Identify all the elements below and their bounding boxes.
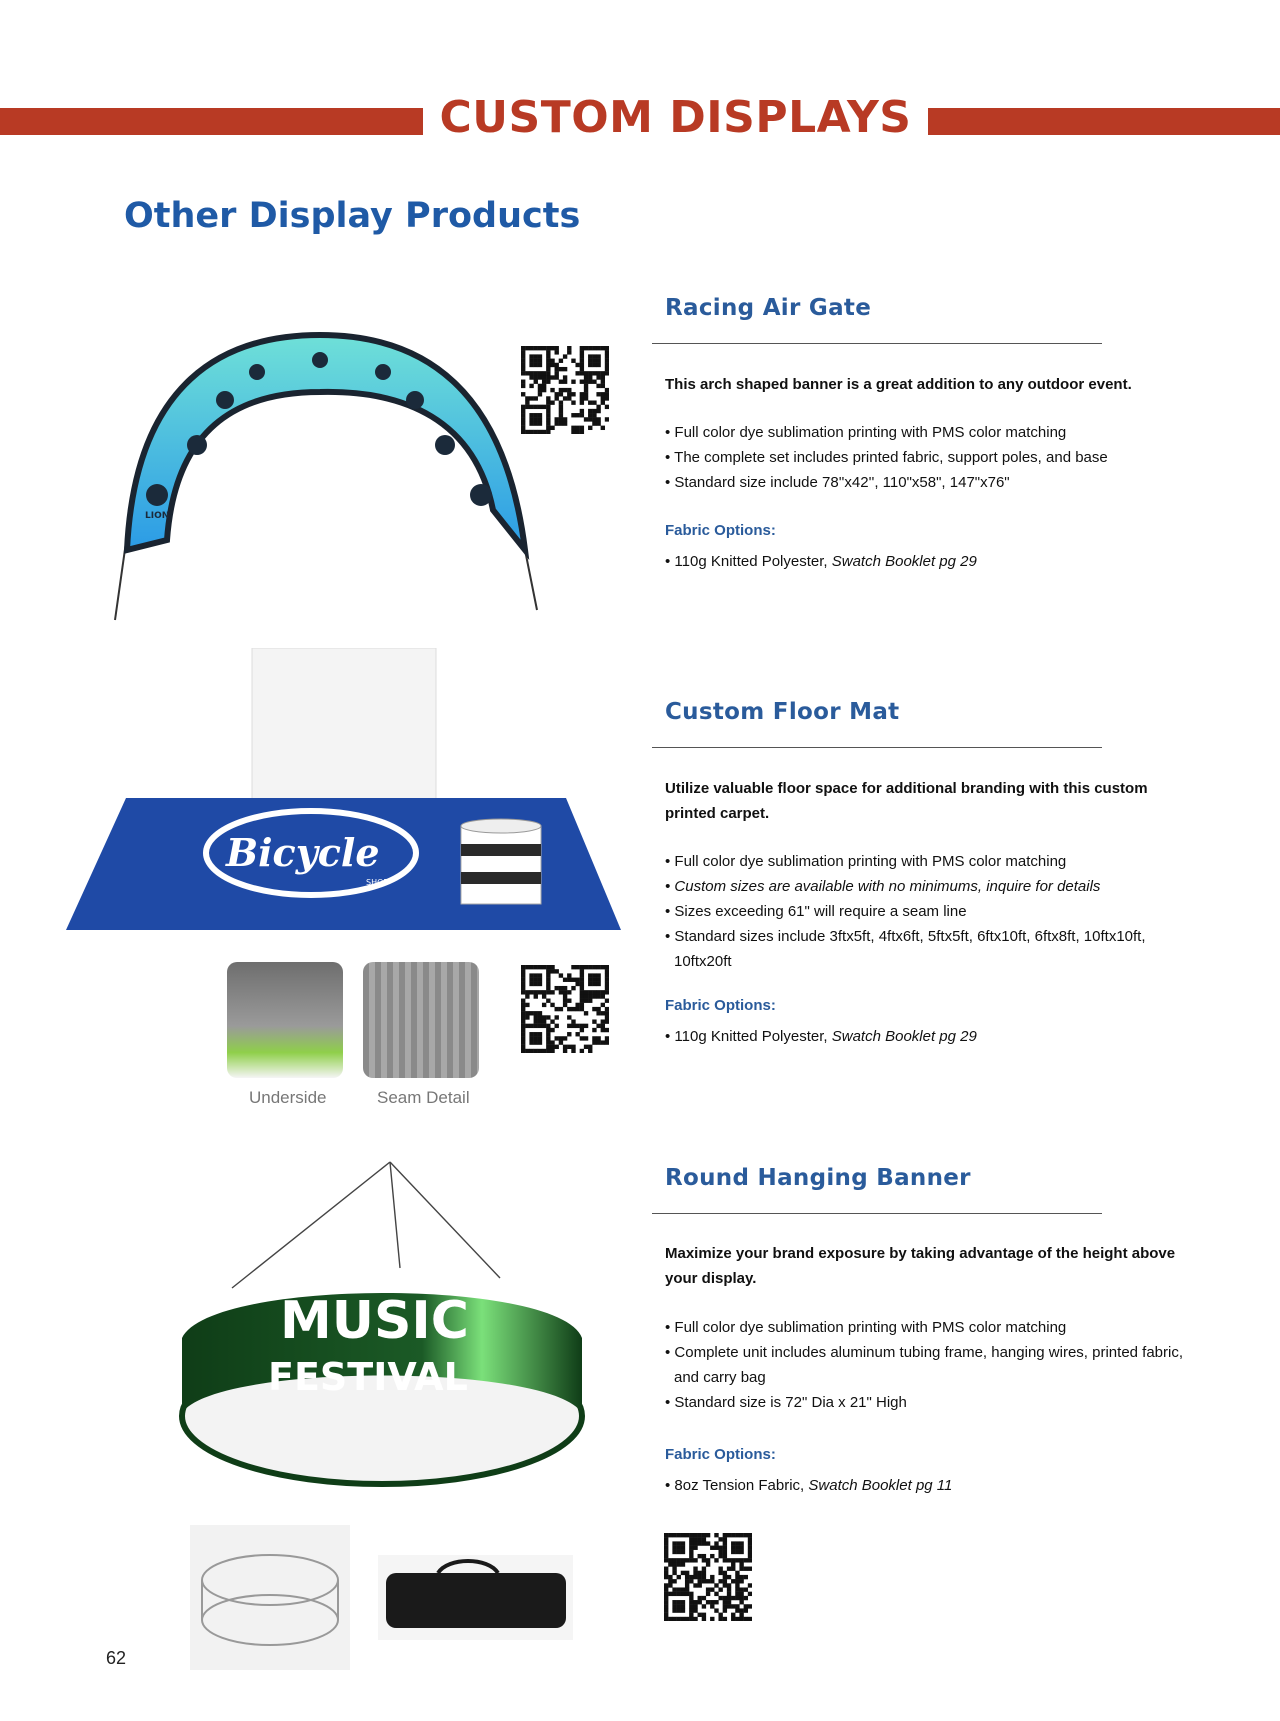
page-number: 62 xyxy=(106,1648,127,1668)
qr-code-floor-mat xyxy=(521,965,609,1053)
fabric-option xyxy=(665,1028,977,1045)
qr-code-air-gate xyxy=(521,346,609,434)
caption-seam-detail: Seam Detail xyxy=(377,1088,470,1107)
banner-text-festival: FESTIVAL xyxy=(268,1355,468,1399)
page-title: CUSTOM DISPLAYS xyxy=(439,92,912,143)
list-item: • Full color dye sublimation printing with PMS color matching xyxy=(665,1315,1185,1340)
fabric-option xyxy=(665,553,977,570)
list-item: • Full color dye sublimation printing with PMS color matching xyxy=(665,849,1185,874)
header-bar-right xyxy=(928,108,1280,135)
fabric-options-label: Fabric Options: xyxy=(665,522,776,539)
swatch-reference: Swatch Booklet pg 11 xyxy=(808,1477,953,1494)
section-title: Other Display Products xyxy=(124,196,581,236)
product-description: This arch shaped banner is a great addition to any outdoor event. xyxy=(665,376,1132,393)
gate-logo-text: LION xyxy=(145,511,170,521)
floor-mat-image xyxy=(66,648,626,933)
product-title-air-gate: Racing Air Gate xyxy=(665,295,872,321)
list-item: • Full color dye sublimation printing with PMS color matching xyxy=(665,420,1185,445)
fabric-options-label: Fabric Options: xyxy=(665,1446,776,1463)
list-item: • The complete set includes printed fabric, support poles, and base xyxy=(665,445,1185,470)
list-item: • Standard size is 72" Dia x 21" High xyxy=(665,1390,1185,1415)
list-item: • Complete unit includes aluminum tubing frame, hanging wires, printed fabric, and carry bag xyxy=(665,1340,1185,1390)
divider xyxy=(652,343,1102,344)
qr-pattern xyxy=(521,965,609,1053)
swatch-reference: Swatch Booklet pg 29 xyxy=(831,1028,977,1045)
round-hanging-banner-image xyxy=(170,1158,590,1490)
swatch-reference: Swatch Booklet pg 29 xyxy=(831,553,977,570)
list-item: • Sizes exceeding 61" will require a seam line xyxy=(665,899,1185,924)
qr-pattern xyxy=(664,1533,752,1621)
mat-logo-subtext: SHOP xyxy=(366,878,389,887)
product-description: Utilize valuable floor space for additional branding with this custom printed carpet. xyxy=(665,780,1148,822)
mat-logo-text: Bicycle xyxy=(226,830,380,875)
feature-list xyxy=(665,420,1185,495)
list-item: • Standard sizes include 3ftx5ft, 4ftx6ft, 5ftx5ft, 6ftx10ft, 6ftx8ft, 10ftx10ft, 10ftx20ft xyxy=(665,924,1185,974)
underside-photo xyxy=(227,962,343,1078)
banner-text-music: MUSIC xyxy=(280,1291,469,1351)
qr-code-round-banner xyxy=(664,1533,752,1621)
product-title-round-banner: Round Hanging Banner xyxy=(665,1165,971,1191)
feature-list xyxy=(665,1315,1185,1415)
frame-photo xyxy=(190,1525,350,1670)
fabric-name: 8oz Tension Fabric, xyxy=(674,1477,809,1494)
list-item: • Standard size include 78''x42'', 110"x58", 147"x76" xyxy=(665,470,1185,495)
divider xyxy=(652,1213,1102,1214)
carry-bag-photo xyxy=(378,1555,573,1640)
product-description: Maximize your brand exposure by taking advantage of the height above your display. xyxy=(665,1245,1176,1287)
header-bar-left xyxy=(0,108,423,135)
caption-underside: Underside xyxy=(249,1088,327,1107)
racing-air-gate-image xyxy=(105,320,545,640)
list-item: • Custom sizes are available with no minimums, inquire for details xyxy=(665,874,1185,899)
fabric-option xyxy=(665,1477,952,1494)
fabric-name: 110g Knitted Polyester, xyxy=(674,553,832,570)
divider xyxy=(652,747,1102,748)
fabric-name: 110g Knitted Polyester, xyxy=(674,1028,832,1045)
feature-list xyxy=(665,849,1185,974)
fabric-options-label: Fabric Options: xyxy=(665,997,776,1014)
qr-pattern xyxy=(521,346,609,434)
seam-detail-photo xyxy=(363,962,479,1078)
product-title-floor-mat: Custom Floor Mat xyxy=(665,699,900,725)
